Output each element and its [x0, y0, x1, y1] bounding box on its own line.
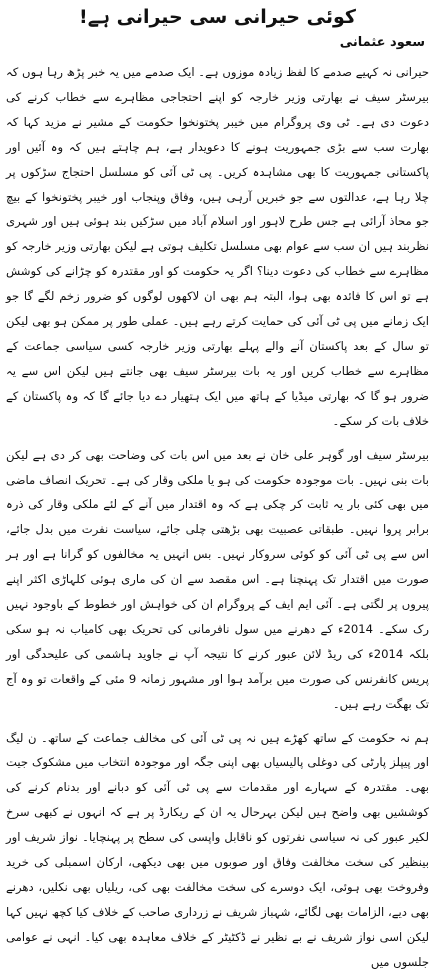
- author-byline: سعود عثمانی: [339, 35, 425, 50]
- paragraph-2: بیرسٹر سیف اور گوہر علی خان نے بعد میں اس بات کی وضاحت بھی کر دی ہے لیکن بات بنی نہیں۔ بات موجودہ حکومت کی ہو یا ملکی وقار کی ہے۔ تحریک انصاف ماضی میں بھی کئی بار یہ ثابت کر چکی ہے کہ وہ اقتدار میں آنے کے لئے ملکی وقار کی ذرہ برابر پروا نہیں۔ طبقاتی عصبیت بھی بڑھتی چلی جائے، سیاست نفرت میں بدل جائے، اس سے پی ٹی آئی کو کوئی سروکار نہیں۔ بس انہیں یہ مخالفوں کو گرانا ہے اور ہر صورت میں اقتدار تک پہنچنا ہے۔ اس مقصد سے ان کی ماری ہوئی کلہاڑی اکثر اپنے پیروں پر لگتی ہے۔ آئی ایم ایف کے پروگرام ان کی خواہش اور خطوط کے باوجود نہیں رک سکے۔ 2014ء کے دھرنے میں سول نافرمانی کی تحریک بھی کامیاب نہ ہو سکی بلکہ 2014ء کی ریڈ لائن عبور کرنے کا نتیجہ آپ نے جاوید ہاشمی کی علیحدگی اور پریس کانفرنس کی صورت میں برآمد ہوا اور مشہور زمانہ 9 مئی کے واقعات تو وہ آج تک بھگت رہے ہیں۔: [6, 447, 429, 711]
- paragraph-3: ہم نہ حکومت کے ساتھ کھڑے ہیں نہ پی ٹی آئی کی مخالف جماعت کے ساتھ۔ ن لیگ اور پیپلز پارٹی کی دوغلی پالیسیاں بھی اپنی جگہ اور موجودہ انتخاب میں مشکوک جیت بھی۔ مقتدرہ کے سہارے اور مقدمات سے پی ٹی آئی کو دبانے اور بدنام کرنے کی کوششیں بھی واضح ہیں لیکن بہرحال یہ ان کے ریکارڈ پر ہے کہ انہوں نے کبھی سرخ لکیر عبور کی نہ سیاسی نفرتوں کو ناقابل واپسی کی سطح پر پہنچایا۔ نواز شریف اور بینظیر کی سخت مخالفت وفاق اور صوبوں میں بھی دیکھی، ارکان اسمبلی کی خرید وفروخت بھی ہوئی، ایک دوسرے کی سخت مخالفت بھی کی، ریلیاں بھی نکلیں، دھرنے بھی دیے، الزامات بھی لگائے، شہباز شریف نے زرداری صاحب کے خلاف کیا کچھ نہیں کہا لیکن اسی نواز شریف نے بے نظیر نے ڈکٹیٹر کے خلاف معاہدہ بھی کیا۔ انہی نے عوامی جلسوں میں: [6, 730, 429, 969]
- paragraph-1: حیرانی نہ کہیے صدمے کا لفظ زیادہ موزوں ہے۔ ایک صدمے میں یہ خبر پڑھ رہا ہوں کہ بیرسٹر سیف نے بھارتی وزیر خارجہ کو اپنے احتجاجی مظاہرے سے خطاب کرنے کی دعوت دی ہے۔ ٹی وی پروگرام میں خیبر پختونخوا حکومت کے مشیر نے مزید کہا کہ بھارت سب سے بڑی جمہوریت ہونے کا دعویدار ہے، ہم چاہتے ہیں کہ وہ آئیں اور پاکستانی جمہوریت کا بھی مشاہدہ کریں۔ پی ٹی آئی کو مسلسل احتجاج سڑکوں پر چلا رہا ہے، عدالتوں سے جو خبریں آرہی ہیں، وفاق وپنجاب اور خیبر پختونخوا کے بیچ جو محاذ آرائی ہے جس طرح لاہور اور اسلام آباد میں سڑکیں بند ہوئی ہیں اور شہری نظربند ہیں ان سب سے عوام بھی مسلسل تکلیف ہوتی ہے لیکن بھارتی وزیر خارجہ کو مظاہرے سے خطاب کی دعوت دینا؟ اگر یہ حکومت کو اور مقتدرہ کو چڑانے کی کوشش ہے تو اس کا فائدہ بھی ہوا، البتہ ہم بھی ان لاکھوں لوگوں کو ضرور زخم لگے گا جو ایک زمانے میں پی ٹی آئی کی حمایت کرتے رہے ہیں۔ عملی طور پر ممکن ہو بھی لیکن تو سال کے بعد پاکستان آنے والے پہلے بھارتی وزیر خارجہ کسی سیاسی جماعت کے مظاہرے سے خطاب کریں اور یہ بات بیرسٹر سیف بھی جانتے ہیں لیکن اس سے یہ ضرور ہو گا کہ بھارتی میڈیا کے ہاتھ میں ایک ہتھیار دے دیا جائے گا کہ وہ پاکستان کے خلاف بات کر سکے۔: [6, 65, 429, 428]
- article-body: [6, 60, 429, 975]
- article-title: کوئی حیرانی سی حیرانی ہے!: [79, 6, 356, 28]
